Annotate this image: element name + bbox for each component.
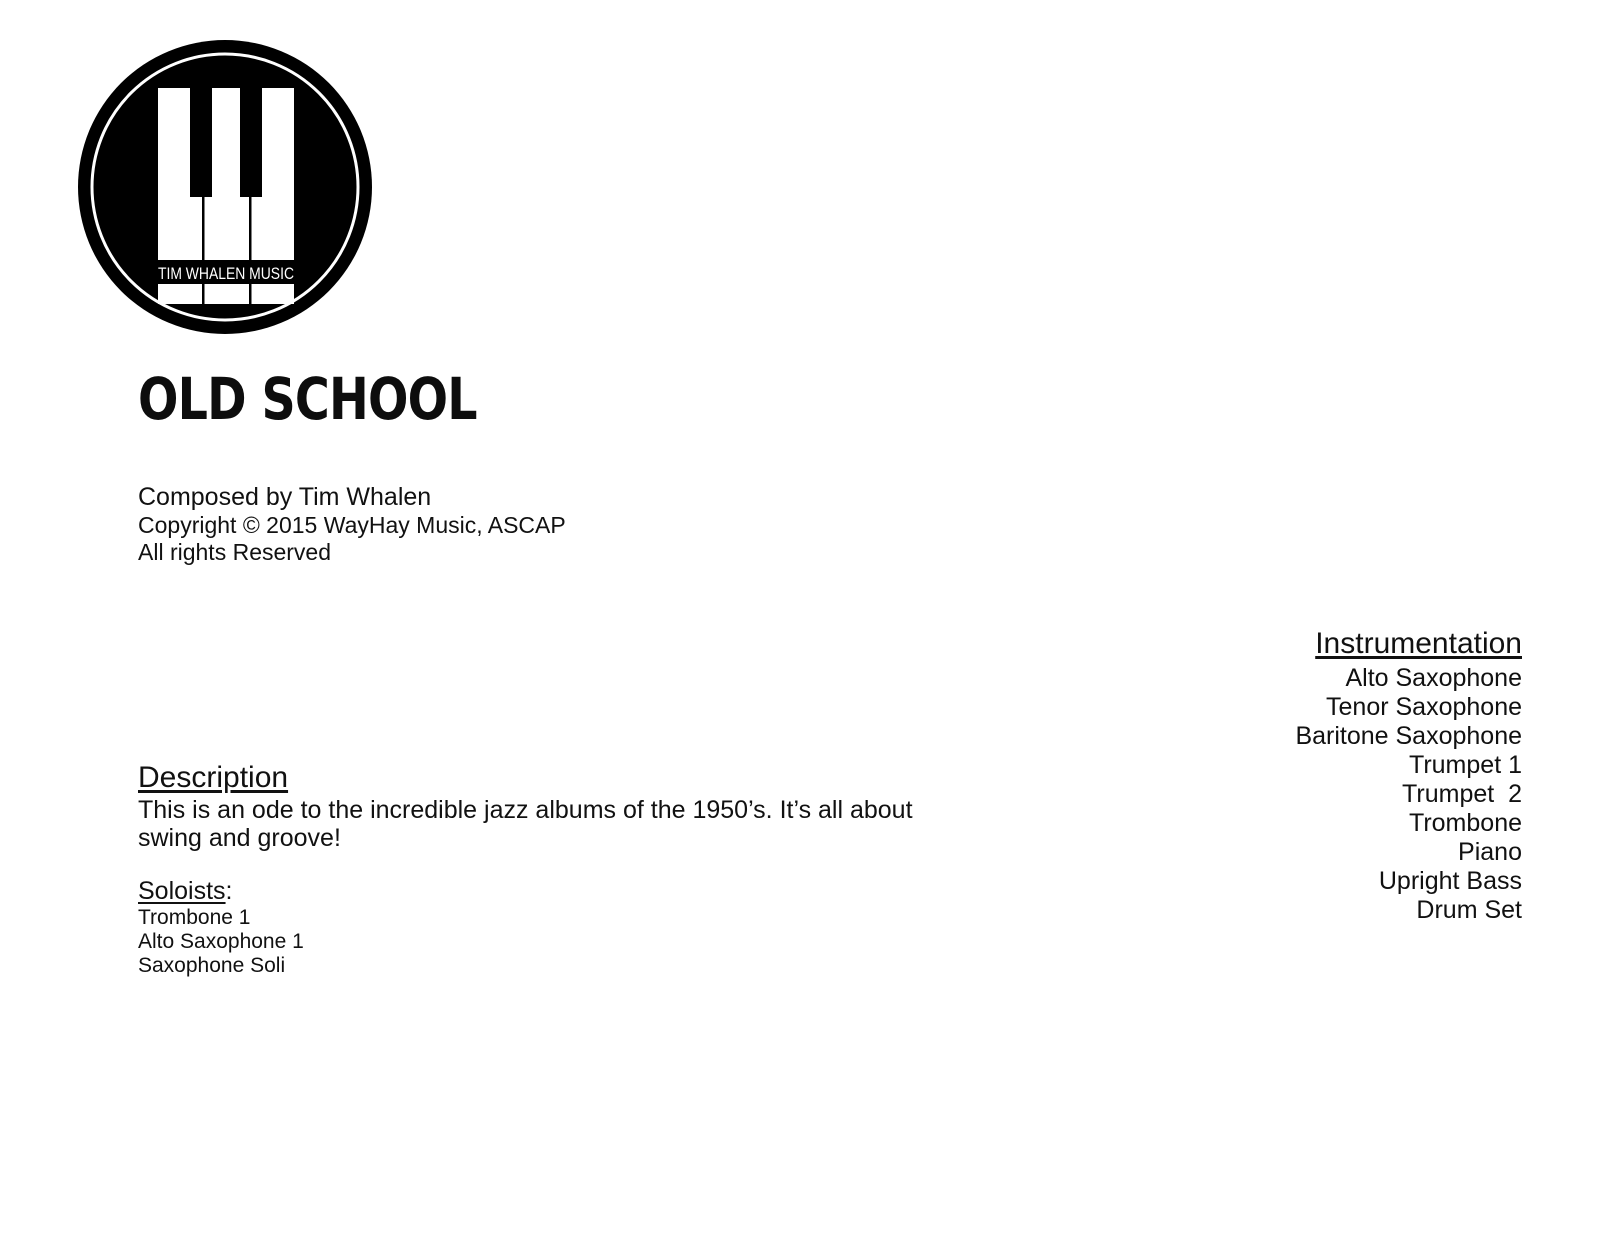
copyright-line: Copyright © 2015 WayHay Music, ASCAP	[138, 512, 566, 538]
instrument-item: Trumpet 2	[1402, 780, 1522, 808]
soloists-section	[138, 876, 304, 978]
instrumentation-heading: Instrumentation	[1315, 627, 1522, 660]
instrument-item: Piano	[1458, 838, 1522, 866]
soloist-item: Alto Saxophone 1	[138, 930, 304, 953]
description-section	[138, 760, 938, 852]
soloist-item: Trombone 1	[138, 906, 251, 929]
soloists-colon: :	[225, 877, 233, 905]
soloist-item: Saxophone Soli	[138, 954, 286, 977]
piano-keys-icon	[78, 40, 372, 334]
composer-line: Composed by Tim Whalen	[138, 483, 432, 511]
instrument-item: Trumpet 1	[1408, 751, 1522, 779]
instrumentation-section	[1295, 626, 1522, 925]
rights-line: All rights Reserved	[138, 539, 332, 565]
instrument-item: Alto Saxophone	[1345, 664, 1522, 692]
instrument-item: Upright Bass	[1378, 867, 1522, 895]
instrument-item: Trombone	[1408, 809, 1522, 837]
logo-text: TIM WHALEN MUSIC	[158, 264, 294, 283]
soloists-heading	[138, 876, 304, 906]
instrumentation-list	[1295, 664, 1522, 925]
credits	[138, 482, 566, 566]
soloists-label: Soloists	[138, 877, 226, 905]
page-title: OLD SCHOOL	[138, 365, 477, 433]
instrument-item: Tenor Saxophone	[1326, 693, 1522, 721]
logo	[78, 40, 372, 334]
instrument-item: Drum Set	[1416, 896, 1522, 924]
description-text: This is an ode to the incredible jazz albums of the 1950’s. It’s all about swing and groove!	[138, 796, 913, 852]
instrument-item: Baritone Saxophone	[1295, 722, 1522, 750]
description-heading: Description	[138, 761, 289, 794]
